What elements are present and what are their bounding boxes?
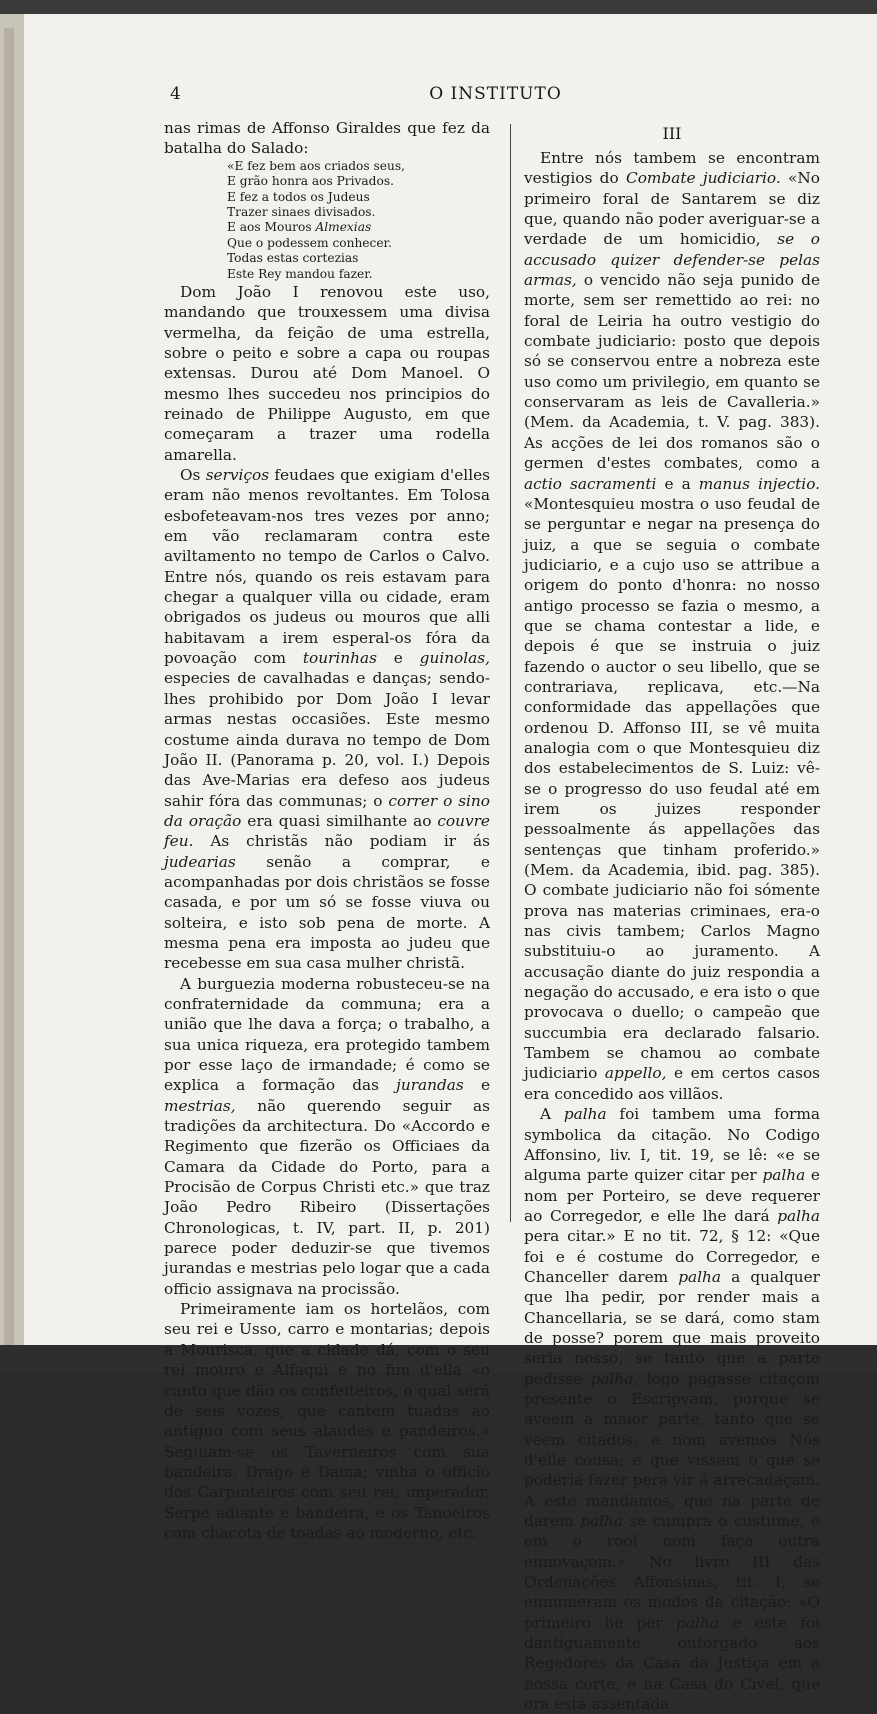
verse-line: Que o podessem conhecer. xyxy=(227,235,392,250)
book-edge xyxy=(0,14,24,1345)
verse-line: «E fez bem aos criados seus, xyxy=(227,158,405,173)
verse-line: Todas estas cortezias xyxy=(227,251,359,266)
journal-title: O INSTITUTO xyxy=(429,84,562,104)
paragraph-intro: nas rimas de Affonso Giraldes que fez da batalha do Salado: xyxy=(164,119,490,158)
page xyxy=(24,14,877,1714)
left-column xyxy=(164,118,490,1543)
verse-line: Este Rey mandou fazer. xyxy=(227,266,373,281)
paragraph-servicos: Os serviços feudaes que exigiam d'elles eram não menos revoltantes. Em Tolosa esbofeteavam-nos tres vezes por anno; em vão reclamaram contra este aviltamento no tempo de Carlos o Calvo. Entre nós, quando os reis estavam para chegar a qualquer villa ou cidade, eram obrigados os judeus ou mouros que alli habitavam a irem esperal-os fóra da povoação com tourinhas e guinolas, especies de cavalhadas e danças; sendo-lhes prohibido por Dom João I levar armas nestas occasiões. Este mesmo costume ainda durava no tempo de Dom João II. (Panorama p. 20, vol. I.) Depois das Ave-Marias era defeso aos judeus sahir fóra das communas; o correr o sino da oração era quasi similhante ao couvre feu. As christãs não podiam ir ás judearias senão a comprar, e acompanhadas por dois christãos se fosse casada, e por um só se fosse viuva ou solteira, e isto sob pena de morte. A mesma pena era imposta ao judeu que recebesse em sua casa mulher christã. xyxy=(164,466,490,973)
verse-line: E grão honra aos Privados. xyxy=(227,174,394,189)
section-heading: III xyxy=(662,124,682,143)
scan-border-top xyxy=(0,0,877,14)
page-number: 4 xyxy=(170,84,181,104)
right-column xyxy=(524,118,820,1714)
verse-line: E aos Mouros Almexias xyxy=(227,220,372,235)
paragraph-combate: Entre nós tambem se encontram vestigios do Combate judiciario. «No primeiro foral de Santarem se diz que, quando não poder averiguar-se a verdade de um homicidio, se o accusado quizer defender-se pelas armas, o vencido não seja punido de morte, sem ser remettido ao rei: no foral de Leiria ha outro vestigio do combate judiciario: posto que depois só se conservou entre a nobreza este uso como um privilegio, em quanto se conservaram as leis de Cavalleria.» (Mem. da Academia, t. V. pag. 383). As acções de lei dos romanos são o germen d'estes combates, como a actio sacramenti e a manus injectio. «Montesquieu mostra o uso feudal de se perguntar e negar na presença do juiz, a que se seguia o combate judiciario, e a cujo uso se attribue a origem do ponto d'honra: no nosso antigo processo se fazia o mesmo, a que se chama contestar a lide, e depois é que se instruia o juiz fazendo o auctor o seu libello, que se contrariava, replicava, etc.—Na conformidade das appellações que ordenou D. Affonso III, se vê muita analogia com o que Montesquieu diz dos estabelecimentos de S. Luiz: vê-se o progresso do uso feudal até em irem os juizes responder pessoalmente ás appellações das sentenças que tinham proferido.» (Mem. da Academia, ibid. pag. 385). O combate judiciario não foi sómente prova nas materias criminaes, era-o nas civis tambem; Carlos Magno substituiu-o ao juramento. A accusação diante do juiz respondia a negação do accusado, e era isto o que provocava o duello; o campeão que succumbia era declarado falsario. Tambem se chamou ao combate judiciario appello, e em certos casos era concedido aos villãos. xyxy=(524,149,820,1103)
verse-quotation xyxy=(227,159,490,282)
paragraph-burguezia: A burguezia moderna robusteceu-se na confraternidade da communa; era a união que lhe dava a força; o trabalho, a sua unica riqueza, era protegido tambem por esse laço de irmandade; é como se explica a formação das jurandas e mestrias, não querendo seguir as tradições da architectura. Do «Accordo e Regimento que fizerão os Officiaes da Camara da Cidade do Porto, para a Procisão de Corpus Christi etc.» que traz João Pedro Ribeiro (Dissertações Chronologicas, t. IV, part. II, p. 201) parece poder deduzir-se que tivemos jurandas e mestrias pelo logar que a cada officio assignava na procissão. xyxy=(164,974,490,1298)
paragraph-procissao: Primeiramente iam os hortelãos, com seu rei e Usso, carro e montarias; depois a Mourisca, que a cidade dá, com o seu rei mouro e Alfaqui e no fim d'ella «o canto que dão os confeiteiros, o qual será de seis vozes, que cantem tuadas ao antiguo com seus alaudes e pandeiros.» Seguiam-se os Taverneiros com sua bandeira, Drago e Dama; vinha o officio dos Carpinteiros com seu rei, imperador, Serpe adiante e bandeira, e os Tanoeiros com chacota de toadas ao moderno, etc. xyxy=(164,1300,490,1542)
verse-line: E fez a todos os Judeus xyxy=(227,189,370,204)
paragraph-dom-joao: Dom João I renovou este uso, mandando que trouxessem uma divisa vermelha, da feição de uma estrella, sobre o peito e sobre a capa ou roupas extensas. Durou até Dom Manoel. O mesmo lhes succedeu nos principios do reinado de Philippe Augusto, em que começaram a trazer uma rodella amarella. xyxy=(164,282,490,464)
paragraph-palha: A palha foi tambem uma forma symbolica da citação. No Codigo Affonsino, liv. I, tit. 19, se lê: «e se alguma parte quizer citar per palha e nom per Porteiro, se deve requerer ao Corregedor, e elle lhe dará palha pera citar.» E no tit. 72, § 12: «Que foi e é costume do Corregedor, e Chanceller darem palha a qualquer que lha pedir, por render mais a Chancellaria, se se dará, como stam de posse? porem que mais proveito seria nosso, se tantó que a parte pedisse palha, logo pagasse citaçom presente o Escripvam, porque se aveem a maior parte, tanto que se veem citados, e nom avemos Nós d'elle cousa; e que vissem o que se poderia fazer pera vir á arrecadaçam. A este mandamos, que na parte de darem palha se cumpra o custume, e em o rool nom faça outra ennovaçom.» No livro III das Ordenações Affonsinas, tit. I, se ennumeram os modos da citação: «O primeiro he per palha e este foi dantiguamente outorgado aos Regedores da Casa da Justiça em a nossa corte, e na Casa do Civel, que ora está assentada xyxy=(524,1105,820,1714)
running-header xyxy=(24,84,877,110)
verse-line: Trazer sinaes divisados. xyxy=(227,204,376,219)
column-divider xyxy=(510,124,511,1222)
